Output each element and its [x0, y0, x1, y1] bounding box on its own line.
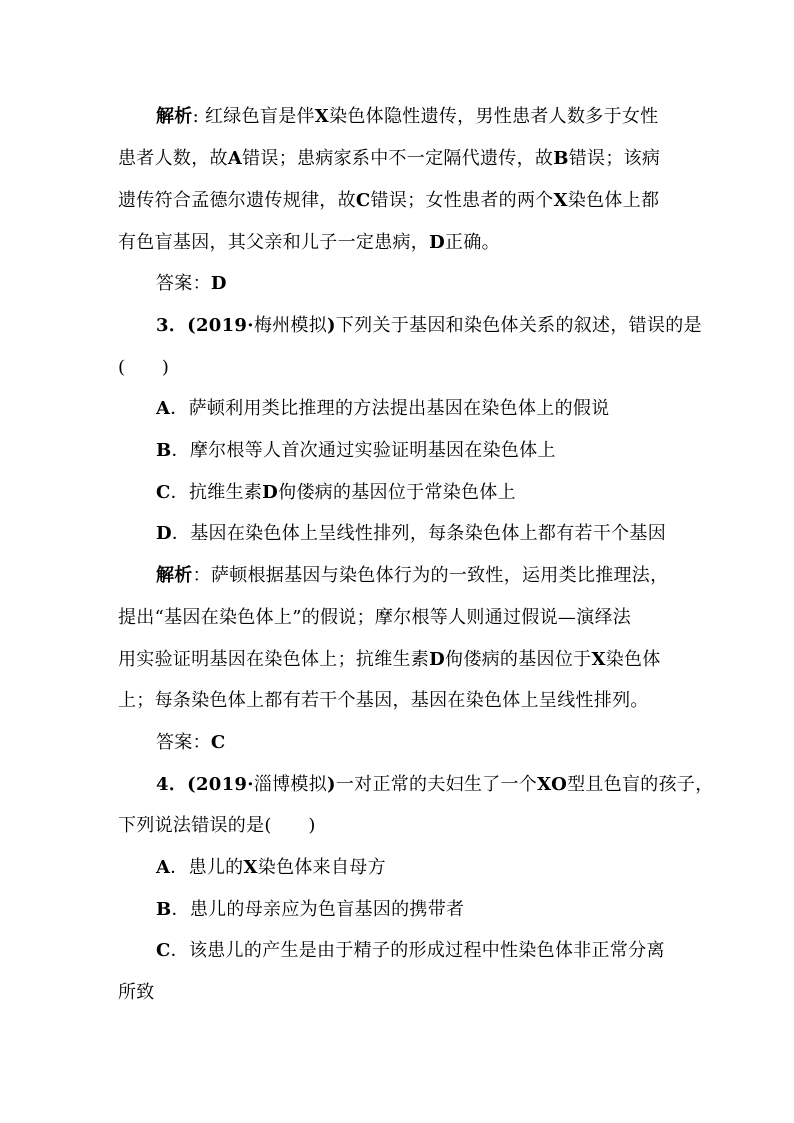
explanation-line: 用实验证明基因在染色体上；抗维生素D佝偻病的基因位于X染色体: [118, 649, 661, 670]
question-4-stem: 下列说法错误的是( ): [118, 815, 316, 836]
option-a: A．萨顿利用类比推理的方法提出基因在染色体上的假说: [156, 398, 610, 419]
question-4-stem: 4．(2019·淄博模拟)一对正常的夫妇生了一个XO型且色盲的孩子，: [156, 774, 714, 795]
explanation-line: 遗传符合孟德尔遗传规律，故C错误；女性患者的两个X染色体上都: [118, 190, 660, 211]
explanation-line: 有色盲基因，其父亲和儿子一定患病，D正确。: [118, 232, 500, 253]
option-a: A．患儿的X染色体来自母方: [156, 857, 386, 878]
option-b: B．患儿的母亲应为色盲基因的携带者: [156, 899, 465, 920]
option-b: B．摩尔根等人首次通过实验证明基因在染色体上: [156, 440, 556, 461]
explanation-line: 解析: 红绿色盲是伴X染色体隐性遗传，男性患者人数多于女性: [156, 106, 659, 127]
explanation-line: 提出“基因在染色体上”的假说；摩尔根等人则通过假说—演绎法: [118, 607, 632, 628]
explanation-line: 上；每条染色体上都有若干个基因，基因在染色体上呈线性排列。: [118, 690, 649, 711]
option-d: D．基因在染色体上呈线性排列，每条染色体上都有若干个基因: [156, 523, 667, 544]
answer-line: 答案：C: [156, 732, 226, 753]
question-3-blank: ( ): [118, 357, 170, 378]
option-c-continuation: 所致: [118, 982, 155, 1003]
question-3-stem: 3．(2019·梅州模拟)下列关于基因和染色体关系的叙述，错误的是: [156, 315, 702, 336]
option-c: C．该患儿的产生是由于精子的形成过程中性染色体非正常分离: [156, 940, 665, 961]
answer-line: 答案：D: [156, 273, 227, 294]
explanation-line: 解析：萨顿根据基因与染色体行为的一致性，运用类比推理法，: [156, 565, 669, 586]
explanation-line: 患者人数，故A错误；患病家系中不一定隔代遗传，故B错误；该病: [118, 148, 661, 169]
option-c: C．抗维生素D佝偻病的基因位于常染色体上: [156, 482, 516, 503]
